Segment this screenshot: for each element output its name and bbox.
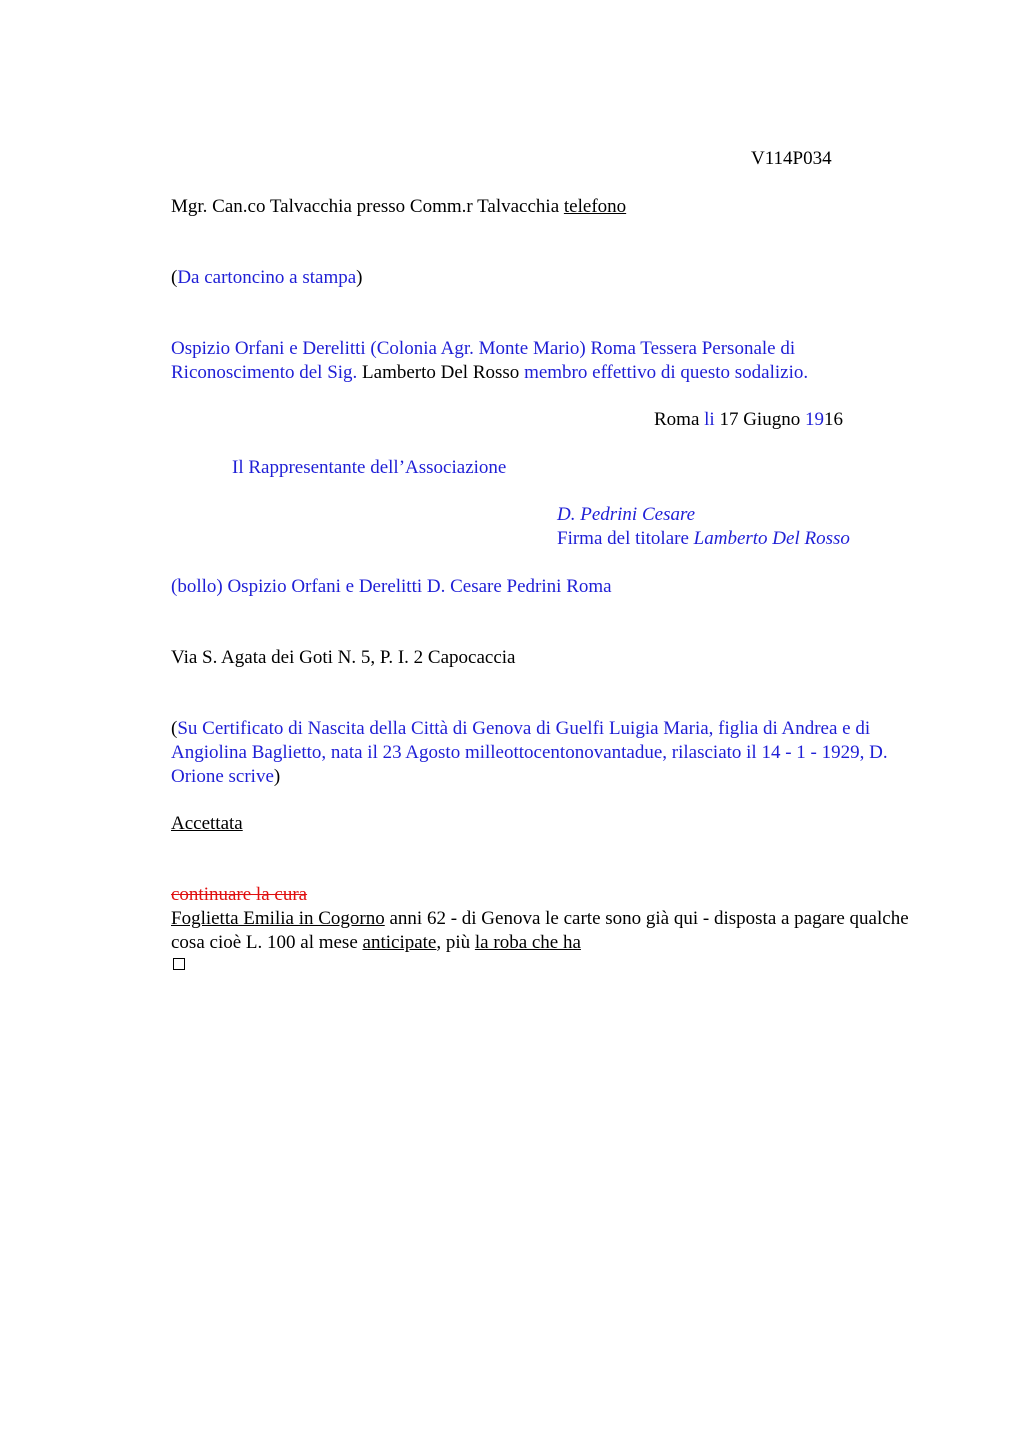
card-institution-text: Ospizio Orfani e Derelitti (Colonia Agr. Monte Mario) Roma Tessera Personale di Riconoscimento del Sig. xyxy=(171,338,796,383)
date-day-month: 17 Giugno xyxy=(714,409,805,430)
telefono-text: telefono xyxy=(563,196,627,217)
struck-text: continuare la cura xyxy=(171,884,308,905)
representative-signature: D. Pedrini Cesare xyxy=(557,504,696,525)
date-year-suffix: 16 xyxy=(823,409,843,430)
date-city: Roma xyxy=(654,409,705,430)
certificate-text: Su Certificato di Nascita della Città di Genova di Guelfi Luigia Maria, figlia di Andrea e di Angiolina Baglietto, nata il 23 Agosto milleottocentonovantadue, rilasciato il 14 - 1 - 1929, D. Orione scrive xyxy=(171,718,888,787)
holder-signature: Lamberto Del Rosso xyxy=(693,528,850,549)
holder-label: Firma del titolare xyxy=(557,528,694,549)
date-li: li xyxy=(704,409,715,430)
card-member-text: membro effettivo di questo sodalizio. xyxy=(524,362,809,383)
final-person-name: Foglietta Emilia in Cogorno xyxy=(171,908,385,929)
certificate-note xyxy=(171,717,921,789)
certificate-open-paren: ( xyxy=(171,718,178,739)
final-anticipate: anticipate xyxy=(362,932,437,953)
card-paragraph xyxy=(171,337,921,385)
holder-signature-line xyxy=(557,527,850,551)
document-id: V114P034 xyxy=(751,148,832,169)
checkbox-icon xyxy=(173,958,185,970)
final-text-2: , più xyxy=(436,932,475,953)
note-printed-card xyxy=(171,266,363,290)
note-close-paren: ) xyxy=(356,267,363,288)
card-member-name: Lamberto Del Rosso xyxy=(357,362,525,383)
header-line xyxy=(171,195,626,219)
header-text: Mgr. Can.co Talvacchia presso Comm.r Talvacchia xyxy=(171,196,564,217)
address-line: Via S. Agata dei Goti N. 5, P. I. 2 Capocaccia xyxy=(171,647,516,668)
final-paragraph xyxy=(171,907,921,955)
date-line xyxy=(654,408,843,432)
representative-label: Il Rappresentante dell’Associazione xyxy=(232,457,507,478)
accepted-label: Accettata xyxy=(171,813,243,834)
stamp-line: (bollo) Ospizio Orfani e Derelitti D. Cesare Pedrini Roma xyxy=(171,576,612,597)
final-roba: la roba che ha xyxy=(474,932,581,953)
note-open-paren: ( xyxy=(171,267,178,288)
note-text: Da cartoncino a stampa xyxy=(177,267,357,288)
certificate-close-paren: ) xyxy=(273,766,281,787)
date-year-prefix: 19 xyxy=(804,409,824,430)
final-text-1: anni 62 - di Genova le carte sono già qui - disposta a pagare qualche cosa cioè L. 100 al mese xyxy=(171,908,909,953)
